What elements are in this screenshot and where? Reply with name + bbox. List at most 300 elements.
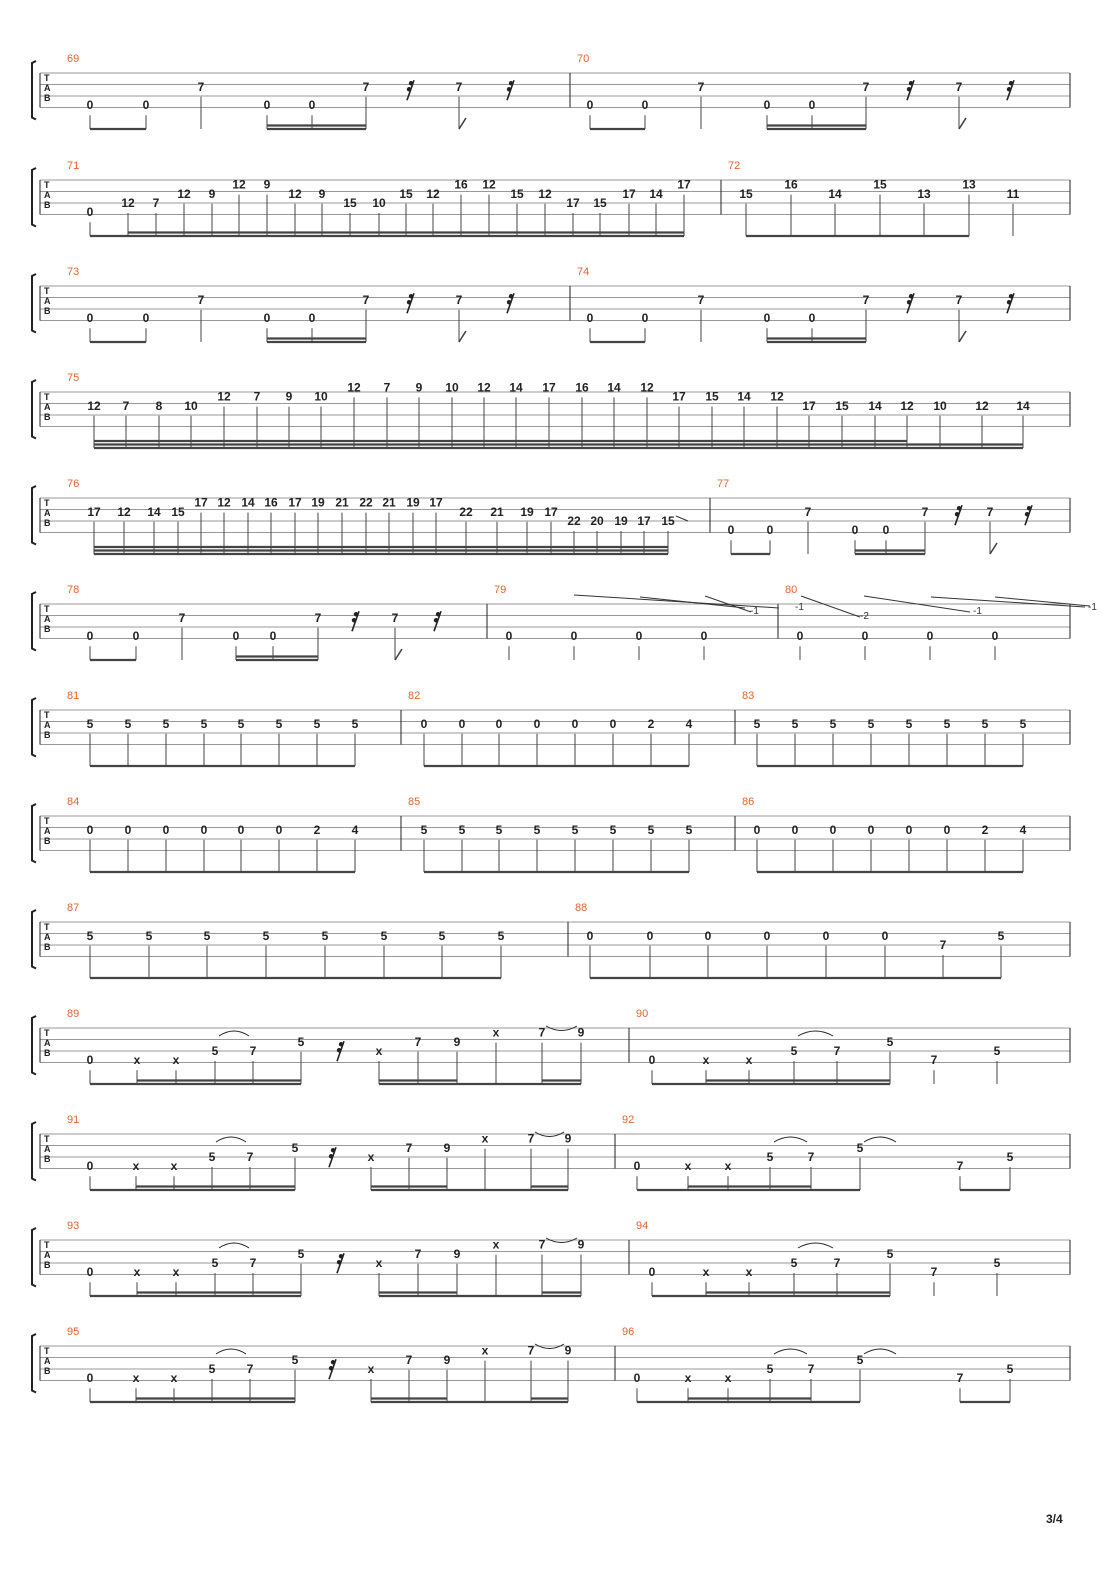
fret-number: 2 <box>313 822 321 837</box>
fret-number: 0 <box>232 629 240 644</box>
fret-number: 10 <box>445 380 459 395</box>
fret-number: 0 <box>263 98 271 113</box>
measure-number: 75 <box>67 372 80 384</box>
fret-number: 5 <box>275 716 283 731</box>
rest-dot <box>331 1148 335 1152</box>
rest-dot <box>329 1154 333 1158</box>
fret-number: 7 <box>253 389 261 404</box>
fret-number: 0 <box>766 523 774 538</box>
tab-clef: B <box>44 730 51 740</box>
fret-number: 0 <box>308 311 316 326</box>
fret-number: 5 <box>380 928 388 943</box>
dead-note: x <box>132 1371 140 1386</box>
fret-number: 15 <box>705 389 719 404</box>
tab-clef: T <box>44 1028 50 1038</box>
fret-number: 12 <box>900 398 914 413</box>
rest-dot <box>909 81 913 85</box>
fret-number: 7 <box>527 1343 535 1358</box>
fret-number: 12 <box>217 495 231 510</box>
fret-number: 5 <box>200 716 208 731</box>
dead-note: x <box>684 1159 692 1174</box>
measure-number: 93 <box>67 1220 80 1232</box>
fret-number: 9 <box>443 1352 451 1367</box>
dead-note: x <box>375 1256 383 1270</box>
tab-clef: T <box>44 1346 50 1356</box>
measure-number: 71 <box>67 160 80 172</box>
tab-staff <box>32 1008 1070 1084</box>
fret-number: 0 <box>753 822 761 837</box>
fret-number: 21 <box>382 495 396 510</box>
fret-number: 7 <box>833 1044 841 1058</box>
dead-note: x <box>745 1265 753 1280</box>
fret-number: 5 <box>124 716 132 731</box>
measure-number: 80 <box>785 584 798 596</box>
staff-bracket <box>32 592 36 651</box>
rest-dot <box>331 1360 335 1364</box>
tie-arc <box>774 1349 807 1354</box>
fret-number: 7 <box>197 79 205 94</box>
fret-number: 0 <box>200 822 208 837</box>
fret-number: 0 <box>142 98 150 113</box>
fret-number: 5 <box>497 928 505 943</box>
tab-clef: B <box>44 1366 51 1376</box>
fret-number: 0 <box>641 98 649 113</box>
fret-number: 0 <box>635 629 643 644</box>
tab-clef: B <box>44 942 51 952</box>
measure-number: 76 <box>67 478 80 490</box>
fret-number: 15 <box>593 196 607 210</box>
fret-number: 0 <box>727 523 735 538</box>
fret-number: 0 <box>926 629 934 644</box>
fret-number: 22 <box>359 495 373 510</box>
rest-dot <box>1009 294 1013 298</box>
staff-bracket <box>32 274 36 333</box>
dead-note: x <box>481 1343 489 1358</box>
fret-number: 0 <box>704 928 712 943</box>
note-flag <box>459 331 466 342</box>
measure-number: 69 <box>67 53 80 65</box>
fret-number: 5 <box>790 1256 798 1270</box>
fret-number: 7 <box>246 1362 254 1376</box>
fret-number: 11 <box>1006 186 1020 201</box>
measure-number: 74 <box>577 266 590 278</box>
tab-clef: A <box>44 932 51 942</box>
fret-number: 0 <box>633 1371 641 1386</box>
tab-clef: A <box>44 508 51 518</box>
fret-number: 14 <box>868 398 882 413</box>
fret-number: 14 <box>509 380 523 395</box>
fret-number: 7 <box>955 292 963 307</box>
fret-number: 17 <box>288 495 302 510</box>
fret-number: 5 <box>313 716 321 731</box>
tab-clef: T <box>44 286 50 296</box>
fret-number: 5 <box>856 1140 864 1155</box>
bend-label: -1 <box>795 602 804 613</box>
fret-number: 7 <box>362 79 370 94</box>
tab-staff <box>32 1114 1070 1190</box>
fret-number: 12 <box>347 380 361 395</box>
rest-dot <box>957 506 961 510</box>
fret-number: 0 <box>808 311 816 326</box>
fret-number: 0 <box>648 1265 656 1280</box>
staff-bracket <box>32 910 36 969</box>
tab-clef: T <box>44 710 50 720</box>
tab-staff <box>32 160 1070 236</box>
fret-number: 12 <box>217 389 231 404</box>
measure-number: 87 <box>67 902 80 914</box>
rest-dot <box>329 1366 333 1370</box>
staff-bracket <box>32 698 36 757</box>
fret-number: 5 <box>291 1140 299 1155</box>
bend-line <box>574 595 779 608</box>
dead-note: x <box>724 1159 732 1174</box>
fret-number: 5 <box>753 716 761 731</box>
bend-label: -1 <box>750 606 759 617</box>
measure-number: 92 <box>622 1114 635 1126</box>
tab-staff <box>32 796 1070 872</box>
dead-note: x <box>133 1053 141 1068</box>
fret-number: 7 <box>939 938 947 952</box>
measure-number: 94 <box>636 1220 649 1232</box>
tab-staff <box>32 1220 1070 1296</box>
fret-number: 5 <box>208 1150 216 1164</box>
tab-staff <box>32 53 1070 129</box>
fret-number: 5 <box>533 822 541 837</box>
fret-number: 7 <box>405 1140 413 1155</box>
dead-note: x <box>132 1159 140 1174</box>
fret-number: 13 <box>917 186 931 201</box>
dead-note: x <box>375 1044 383 1058</box>
fret-number: 19 <box>520 504 534 519</box>
fret-number: 7 <box>405 1352 413 1367</box>
fret-number: 16 <box>784 177 798 192</box>
fret-number: 12 <box>482 177 496 192</box>
fret-number: 7 <box>807 1150 815 1164</box>
rest-dot <box>507 87 511 91</box>
fret-number: 0 <box>132 629 140 644</box>
staff-bracket <box>32 1016 36 1075</box>
fret-number: 5 <box>495 822 503 837</box>
rest-dot <box>337 1048 341 1052</box>
fret-number: 9 <box>415 380 423 395</box>
tab-clef: B <box>44 1048 51 1058</box>
fret-number: 8 <box>155 398 163 413</box>
fret-number: 13 <box>962 177 976 192</box>
tab-clef: A <box>44 1038 51 1048</box>
fret-number: 5 <box>321 928 329 943</box>
fret-number: 4 <box>685 716 693 731</box>
tab-clef: T <box>44 604 50 614</box>
fret-number: 5 <box>993 1256 1001 1270</box>
measure-number: 78 <box>67 584 80 596</box>
dead-note: x <box>702 1265 710 1280</box>
fret-number: 12 <box>640 380 654 395</box>
fret-number: 7 <box>197 292 205 307</box>
fret-number: 14 <box>649 186 663 201</box>
staff-bracket <box>32 486 36 545</box>
staff-bracket <box>32 61 36 120</box>
fret-number: 5 <box>981 716 989 731</box>
fret-number: 5 <box>211 1044 219 1058</box>
fret-number: 7 <box>455 79 463 94</box>
fret-number: 22 <box>567 514 581 528</box>
measure-number: 95 <box>67 1326 80 1338</box>
fret-number: 9 <box>318 186 326 201</box>
tab-clef: A <box>44 190 51 200</box>
fret-number: 9 <box>263 177 271 192</box>
note-flag <box>959 118 966 129</box>
fret-number: 0 <box>861 629 869 644</box>
tab-clef: T <box>44 180 50 190</box>
fret-number: 0 <box>763 98 771 113</box>
tie-arc <box>774 1137 807 1142</box>
note-flag <box>459 118 466 129</box>
staff-bracket <box>32 1228 36 1287</box>
fret-number: 5 <box>438 928 446 943</box>
rest-dot <box>907 87 911 91</box>
fret-number: 7 <box>807 1362 815 1376</box>
fret-number: 0 <box>263 311 271 326</box>
bend-line <box>801 596 860 617</box>
fret-number: 15 <box>510 186 524 201</box>
fret-number: 5 <box>685 822 693 837</box>
tie-arc <box>798 1243 833 1248</box>
fret-number: 5 <box>829 716 837 731</box>
fret-number: 2 <box>981 822 989 837</box>
fret-number: 17 <box>544 504 558 519</box>
dead-note: x <box>172 1053 180 1068</box>
measure-number: 77 <box>717 478 730 490</box>
fret-number: 0 <box>162 822 170 837</box>
fret-number: 0 <box>86 1371 94 1386</box>
fret-number: 5 <box>458 822 466 837</box>
fret-number: 5 <box>291 1352 299 1367</box>
fret-number: 0 <box>533 716 541 731</box>
staff-bracket <box>32 168 36 227</box>
fret-number: 4 <box>351 822 359 837</box>
fret-number: 0 <box>646 928 654 943</box>
fret-number: 0 <box>269 629 277 644</box>
dead-note: x <box>492 1237 500 1252</box>
fret-number: 7 <box>314 610 322 625</box>
fret-number: 12 <box>975 398 989 413</box>
fret-number: 7 <box>414 1034 422 1049</box>
fret-number: 9 <box>453 1034 461 1049</box>
fret-number: 0 <box>648 1053 656 1068</box>
tab-clef: A <box>44 720 51 730</box>
fret-number: 0 <box>86 1265 94 1280</box>
fret-number: 5 <box>1006 1150 1014 1164</box>
fret-number: 5 <box>571 822 579 837</box>
fret-number: 19 <box>311 495 325 510</box>
fret-number: 5 <box>211 1256 219 1270</box>
tab-clef: A <box>44 826 51 836</box>
tab-clef: B <box>44 518 51 528</box>
fret-number: 7 <box>538 1237 546 1252</box>
fret-number: 0 <box>308 98 316 113</box>
fret-number: 7 <box>249 1044 257 1058</box>
dead-note: x <box>684 1371 692 1386</box>
fret-number: 5 <box>237 716 245 731</box>
fret-number: 10 <box>314 389 328 404</box>
fret-number: 15 <box>873 177 887 192</box>
fret-number: 5 <box>943 716 951 731</box>
rest-dot <box>434 618 438 622</box>
staff-bracket <box>32 804 36 863</box>
measure-number: 85 <box>408 796 421 808</box>
fret-number: 12 <box>288 186 302 201</box>
fret-number: 5 <box>162 716 170 731</box>
fret-number: 5 <box>766 1150 774 1164</box>
dead-note: x <box>492 1025 500 1040</box>
dead-note: x <box>170 1371 178 1386</box>
fret-number: 7 <box>930 1053 938 1068</box>
rest-dot <box>354 612 358 616</box>
fret-number: 0 <box>633 1159 641 1174</box>
tie-arc <box>864 1137 896 1142</box>
measure-number: 90 <box>636 1008 649 1020</box>
fret-number: 7 <box>362 292 370 307</box>
fret-number: 14 <box>241 495 255 510</box>
fret-number: 12 <box>477 380 491 395</box>
fret-number: 0 <box>237 822 245 837</box>
rest-dot <box>1007 300 1011 304</box>
rest-dot <box>436 612 440 616</box>
rest-dot <box>507 300 511 304</box>
fret-number: 0 <box>796 629 804 644</box>
tab-clef: B <box>44 836 51 846</box>
tab-staff <box>32 1326 1070 1402</box>
tab-clef: A <box>44 296 51 306</box>
fret-number: 7 <box>455 292 463 307</box>
staff-bracket <box>32 1122 36 1181</box>
fret-number: 0 <box>571 716 579 731</box>
fret-number: 0 <box>609 716 617 731</box>
fret-number: 15 <box>399 186 413 201</box>
fret-number: 5 <box>420 822 428 837</box>
fret-number: 17 <box>677 177 691 192</box>
rest-dot <box>337 1260 341 1264</box>
fret-number: 5 <box>997 928 1005 943</box>
dead-note: x <box>724 1371 732 1386</box>
tab-clef: B <box>44 412 51 422</box>
fret-number: 0 <box>700 629 708 644</box>
fret-number: 17 <box>87 504 101 519</box>
fret-number: 15 <box>171 504 185 519</box>
fret-number: 0 <box>829 822 837 837</box>
fret-number: 14 <box>1016 398 1030 413</box>
fret-number: 7 <box>414 1246 422 1261</box>
measure-number: 79 <box>494 584 507 596</box>
fret-number: 5 <box>297 1246 305 1261</box>
fret-number: 14 <box>737 389 751 404</box>
fret-number: 5 <box>905 716 913 731</box>
tab-clef: T <box>44 73 50 83</box>
fret-number: 12 <box>426 186 440 201</box>
fret-number: 17 <box>637 514 651 528</box>
fret-number: 17 <box>672 389 686 404</box>
fret-number: 0 <box>142 311 150 326</box>
fret-number: 9 <box>453 1246 461 1261</box>
fret-number: 9 <box>285 389 293 404</box>
fret-number: 7 <box>697 79 705 94</box>
fret-number: 22 <box>459 504 473 519</box>
fret-number: 5 <box>647 822 655 837</box>
rest-dot <box>352 618 356 622</box>
fret-number: 9 <box>443 1140 451 1155</box>
tab-clef: B <box>44 93 51 103</box>
dead-note: x <box>481 1131 489 1146</box>
fret-number: 21 <box>335 495 349 510</box>
fret-number: 16 <box>264 495 278 510</box>
tie-arc <box>798 1031 833 1036</box>
tab-staff <box>32 902 1070 978</box>
fret-number: 5 <box>790 1044 798 1058</box>
fret-number: 17 <box>542 380 556 395</box>
fret-number: 0 <box>86 629 94 644</box>
tab-staff <box>32 584 1070 660</box>
fret-number: 7 <box>391 610 399 625</box>
tab-clef: B <box>44 1154 51 1164</box>
fret-number: 5 <box>297 1034 305 1049</box>
fret-number: 2 <box>647 716 655 731</box>
measure-number: 82 <box>408 690 421 702</box>
fret-number: 5 <box>993 1044 1001 1058</box>
fret-number: 10 <box>184 398 198 413</box>
tab-clef: A <box>44 402 51 412</box>
fret-number: 5 <box>609 822 617 837</box>
tab-clef: T <box>44 922 50 932</box>
fret-number: 0 <box>867 822 875 837</box>
fret-number: 7 <box>246 1150 254 1164</box>
fret-number: 7 <box>178 610 186 625</box>
fret-number: 15 <box>343 196 357 210</box>
fret-number: 5 <box>86 716 94 731</box>
fret-number: 21 <box>490 504 504 519</box>
fret-number: 0 <box>420 716 428 731</box>
rest-dot <box>409 294 413 298</box>
fret-number: 10 <box>933 398 947 413</box>
fret-number: 7 <box>956 1371 964 1386</box>
tab-clef: T <box>44 498 50 508</box>
fret-number: 7 <box>930 1265 938 1280</box>
measure-number: 96 <box>622 1326 635 1338</box>
rest-dot <box>409 81 413 85</box>
fret-number: 15 <box>835 398 849 413</box>
measure-number: 83 <box>742 690 755 702</box>
rest-dot <box>509 294 513 298</box>
fret-number: 10 <box>372 196 386 210</box>
fret-number: 16 <box>575 380 589 395</box>
dead-note: x <box>367 1362 375 1376</box>
fret-number: 9 <box>564 1343 572 1358</box>
tie-arc <box>216 1349 246 1354</box>
fret-number: 0 <box>495 716 503 731</box>
fret-number: 0 <box>791 822 799 837</box>
fret-number: 14 <box>147 504 161 519</box>
bend-line <box>640 597 745 608</box>
fret-number: 17 <box>566 196 580 210</box>
fret-number: 12 <box>232 177 246 192</box>
fret-number: 5 <box>351 716 359 731</box>
fret-number: 5 <box>766 1362 774 1376</box>
tab-staff <box>32 690 1070 766</box>
dead-note: x <box>170 1159 178 1174</box>
fret-number: 0 <box>851 523 859 538</box>
tab-clef: A <box>44 83 51 93</box>
fret-number: 0 <box>86 205 94 220</box>
fret-number: 7 <box>538 1025 546 1040</box>
